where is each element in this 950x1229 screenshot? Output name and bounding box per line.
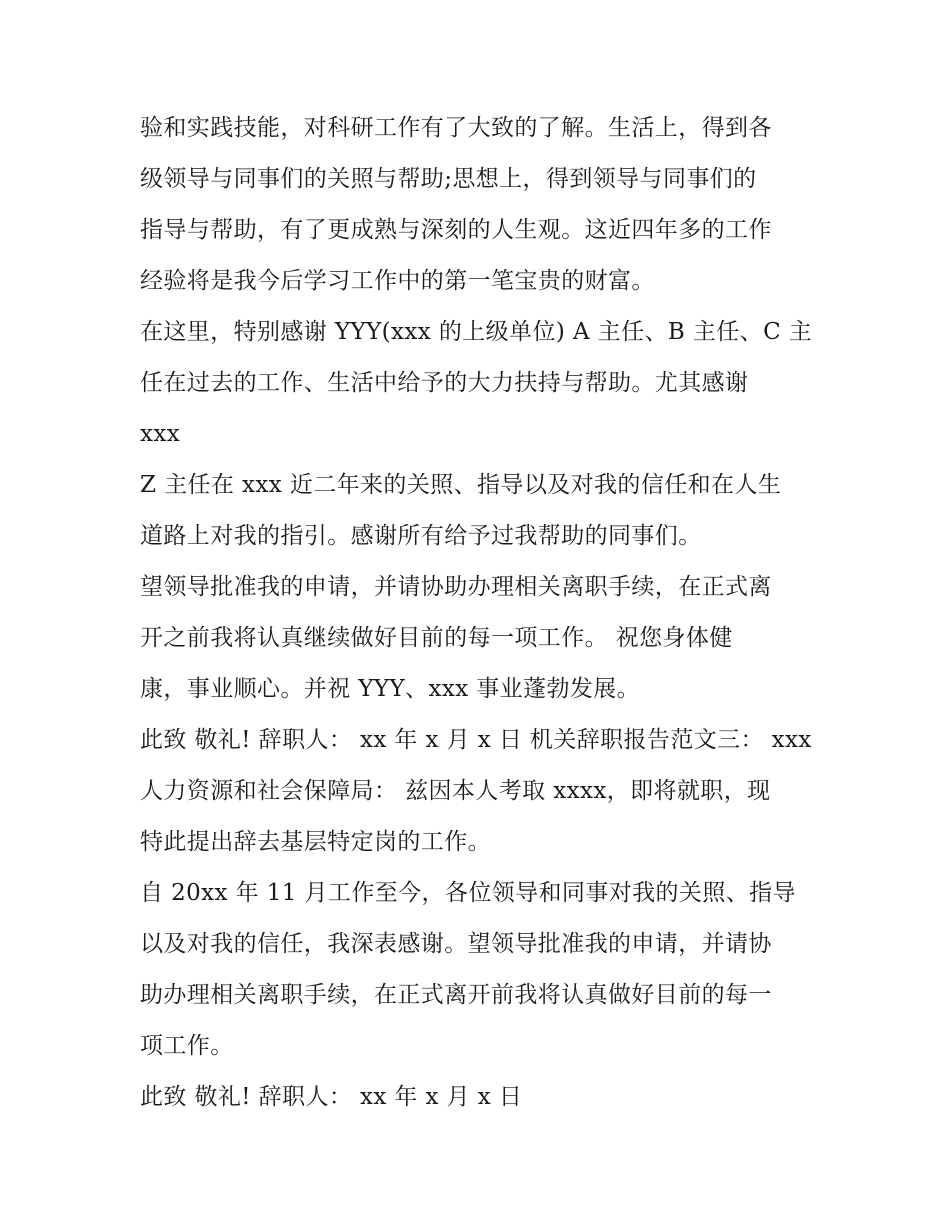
text-line: 望领导批准我的申请，并请协助办理相关离职手续，在正式离 [140,574,772,600]
text-line: 级领导与同事们的关照与帮助;思想上，得到领导与同事们的 [140,166,757,192]
text-line: 开之前我将认真继续做好目前的每一项工作。 祝您身体健 [140,625,733,651]
text-line: 经验将是我今后学习工作中的第一笔宝贵的财富。 [140,268,655,294]
text-line: 在这里，特别感谢 YYY(xxx 的上级单位) A 主任、B 主任、C 主 [140,319,813,345]
text-line: 此致 敬礼! 辞职人： xx 年 x 月 x 日 机关辞职报告范文三： xxx [140,727,812,753]
text-line: 人力资源和社会保障局： 兹因本人考取 xxxx，即将就职，现 [140,778,771,804]
text-line: 任在过去的工作、生活中给予的大力扶持与帮助。尤其感谢 [140,370,749,396]
text-line: 特此提出辞去基层特定岗的工作。 [140,829,491,855]
text-line: xxx [140,421,181,447]
text-line: 验和实践技能，对科研工作有了大致的了解。生活上，得到各 [140,115,772,141]
text-line: 自 20xx 年 11 月工作至今，各位领导和同事对我的关照、指导 [140,880,796,906]
document-body [140,103,820,1123]
text-line: 以及对我的信任，我深表感谢。望领导批准我的申请，并请协 [140,931,772,957]
text-line: 助办理相关离职手续，在正式离开前我将认真做好目前的每一 [140,982,772,1008]
text-line: 项工作。 [140,1033,234,1059]
text-line: Z 主任在 xxx 近二年来的关照、指导以及对我的信任和在人生 [140,472,782,498]
text-line: 康，事业顺心。并祝 YYY、xxx 事业蓬勃发展。 [140,676,641,702]
text-line: 指导与帮助，有了更成熟与深刻的人生观。这近四年多的工作 [140,217,772,243]
text-line: 道路上对我的指引。感谢所有给予过我帮助的同事们。 [140,523,702,549]
text-line: 此致 敬礼! 辞职人： xx 年 x 月 x 日 [140,1084,523,1110]
